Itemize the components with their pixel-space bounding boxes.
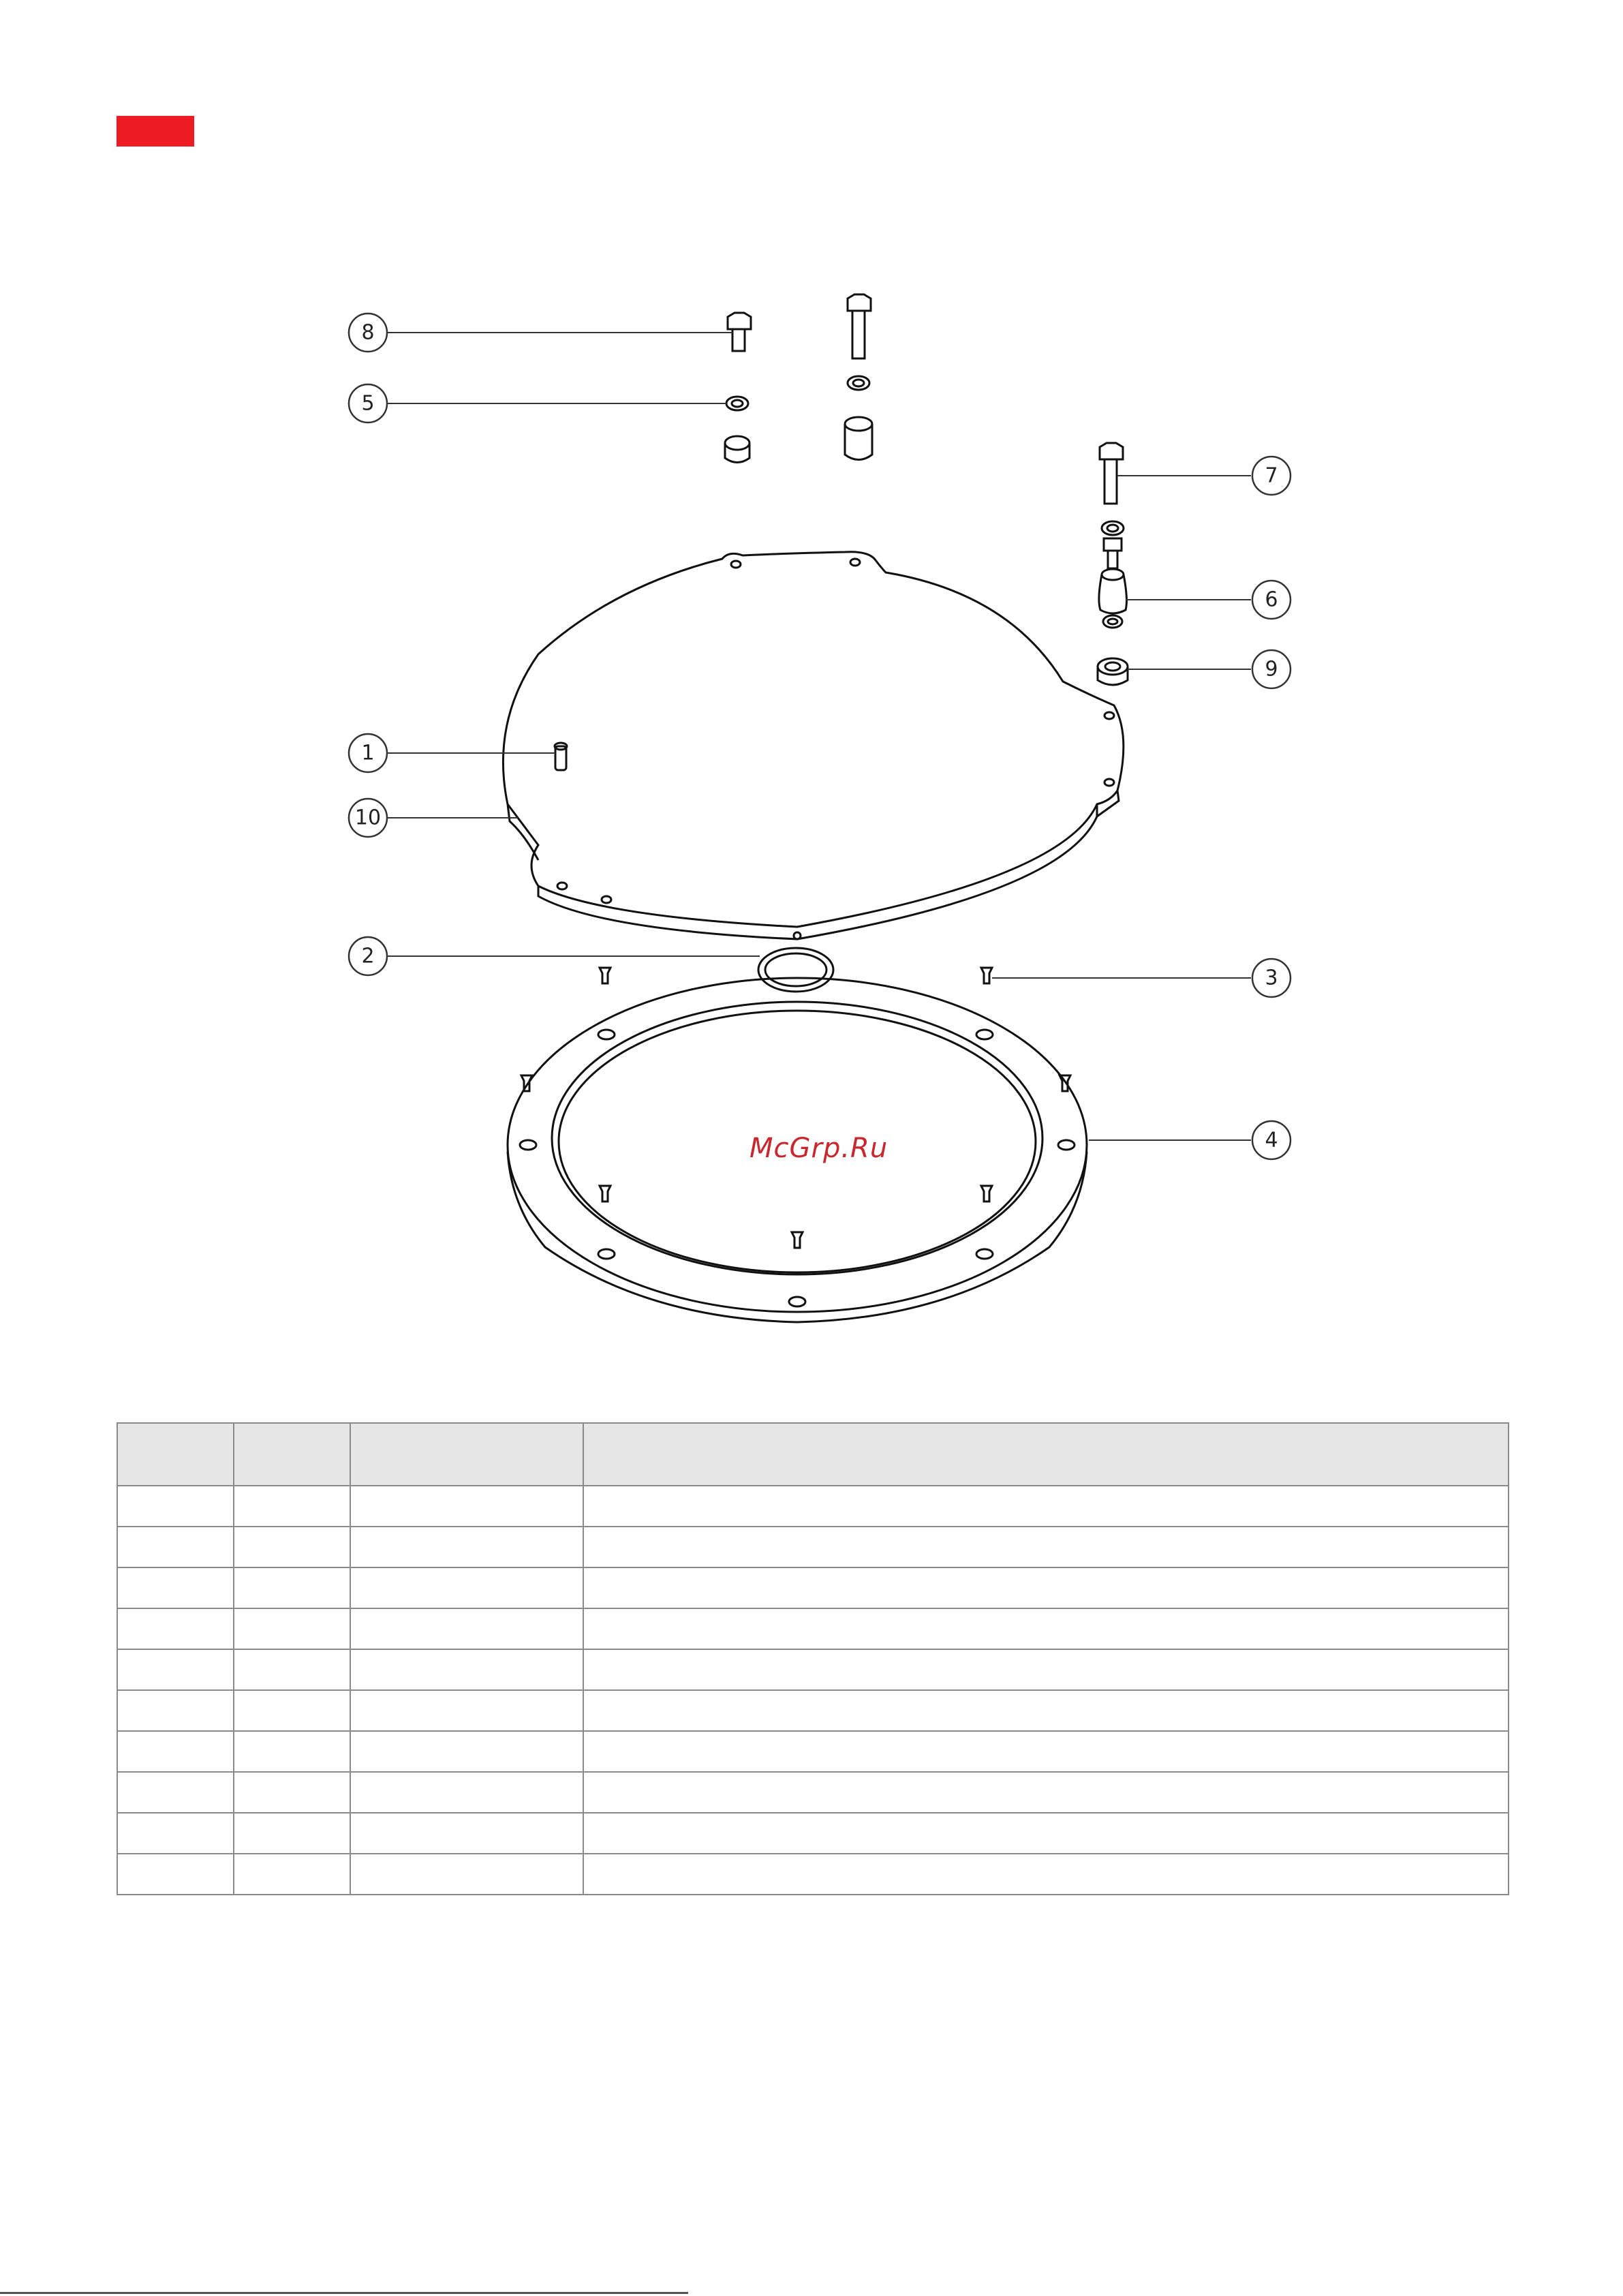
table-header-row xyxy=(117,1423,1509,1486)
table-cell xyxy=(583,1527,1509,1567)
table-row xyxy=(117,1527,1509,1567)
callout-6: 6 xyxy=(1265,587,1278,612)
table-row xyxy=(117,1486,1509,1527)
table-cell xyxy=(583,1690,1509,1731)
table-cell xyxy=(350,1731,583,1772)
part-7-bolt xyxy=(1100,443,1123,504)
table-cell xyxy=(350,1527,583,1567)
column-header xyxy=(583,1423,1509,1486)
table-cell xyxy=(117,1772,234,1813)
callout-10: 10 xyxy=(354,806,382,830)
table-cell xyxy=(117,1608,234,1649)
table-cell xyxy=(350,1772,583,1813)
table-cell xyxy=(234,1690,350,1731)
part-2-oring xyxy=(758,948,833,992)
callout-4: 4 xyxy=(1265,1128,1278,1152)
table-cell xyxy=(583,1854,1509,1895)
table-cell xyxy=(234,1854,350,1895)
table-cell xyxy=(234,1772,350,1813)
table-cell xyxy=(117,1813,234,1854)
column-header xyxy=(234,1423,350,1486)
part-6-assembly xyxy=(1099,521,1127,628)
table-row xyxy=(117,1690,1509,1731)
callout-3: 3 xyxy=(1265,966,1278,990)
table-row xyxy=(117,1772,1509,1813)
table-cell xyxy=(583,1567,1509,1608)
table-cell xyxy=(234,1486,350,1527)
table-cell xyxy=(117,1690,234,1731)
column-header xyxy=(117,1423,234,1486)
table-cell xyxy=(350,1486,583,1527)
table-cell xyxy=(583,1813,1509,1854)
table-cell xyxy=(234,1731,350,1772)
callout-1: 1 xyxy=(361,741,375,765)
table-cell xyxy=(234,1608,350,1649)
parts-table xyxy=(117,1422,1509,1895)
table-cell xyxy=(117,1854,234,1895)
table-cell xyxy=(583,1486,1509,1527)
table-cell xyxy=(234,1813,350,1854)
callout-8: 8 xyxy=(361,320,375,345)
table-cell xyxy=(117,1731,234,1772)
callout-5: 5 xyxy=(361,391,375,416)
table-row xyxy=(117,1854,1509,1895)
table-cell xyxy=(117,1649,234,1690)
table-cell xyxy=(117,1567,234,1608)
table-cell xyxy=(234,1567,350,1608)
column-header xyxy=(350,1423,583,1486)
table-cell xyxy=(350,1649,583,1690)
table-row xyxy=(117,1813,1509,1854)
table-row xyxy=(117,1567,1509,1608)
table-cell xyxy=(117,1486,234,1527)
callout-2: 2 xyxy=(361,944,375,968)
table-row xyxy=(117,1649,1509,1690)
callout-9: 9 xyxy=(1265,657,1278,682)
table-row xyxy=(117,1731,1509,1772)
table-cell xyxy=(583,1772,1509,1813)
footer-rule xyxy=(0,2292,688,2294)
table-cell xyxy=(350,1813,583,1854)
table-cell xyxy=(583,1731,1509,1772)
table-row xyxy=(117,1608,1509,1649)
table-cell xyxy=(117,1527,234,1567)
table-cell xyxy=(350,1854,583,1895)
upper-plate xyxy=(503,552,1123,927)
table-cell xyxy=(350,1690,583,1731)
table-cell xyxy=(583,1649,1509,1690)
table-cell xyxy=(234,1527,350,1567)
table-cell xyxy=(234,1649,350,1690)
part-5-washer xyxy=(726,397,748,410)
part-9-spacer xyxy=(1098,658,1128,685)
watermark: McGrp.Ru xyxy=(749,1133,888,1164)
table-cell xyxy=(350,1608,583,1649)
table-cell xyxy=(350,1567,583,1608)
callout-7: 7 xyxy=(1265,463,1278,488)
table-cell xyxy=(583,1608,1509,1649)
